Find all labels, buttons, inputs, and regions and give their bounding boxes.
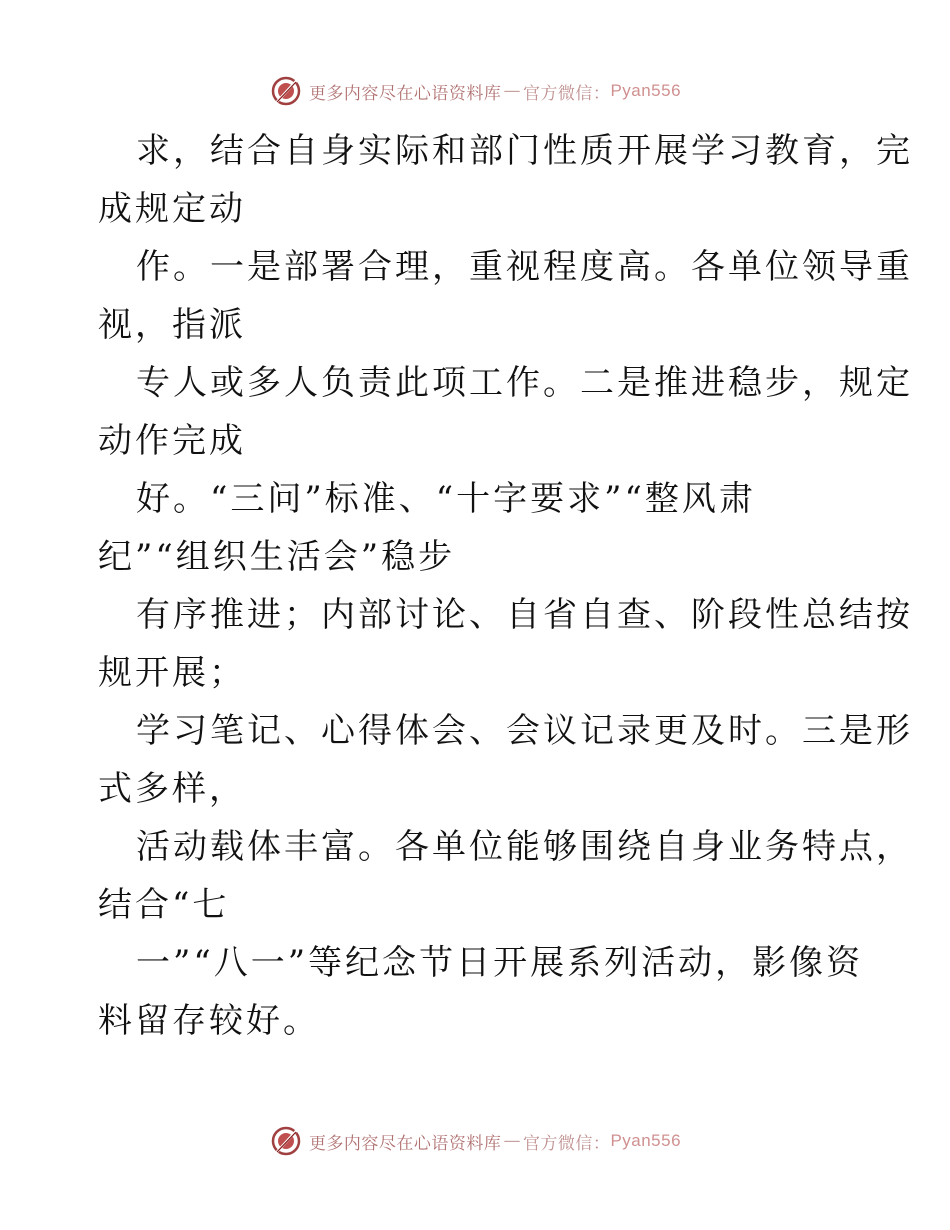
footer-watermark <box>0 1124 950 1158</box>
paragraph-line: 视，指派 <box>98 305 246 345</box>
document-body <box>98 122 913 1050</box>
watermark-wechat-label: 官方微信： <box>522 83 611 104</box>
watermark-text: 更多内容尽在心语资料库 <box>308 1133 502 1154</box>
paragraph-line: 活动载体丰富。各单位能够围绕自身业务特点， <box>136 827 913 867</box>
watermark-wechat-label: 官方微信： <box>522 1133 611 1154</box>
paragraph-line: 好。“三问”标准、“十字要求”“整风肃 <box>136 479 756 519</box>
paragraph-8 <box>98 934 864 1050</box>
paragraph-line: 动作完成 <box>98 421 246 461</box>
watermark-dash: — <box>503 81 521 101</box>
paragraph-line: 一”“八一”等纪念节日开展系列活动，影像资 <box>136 943 864 983</box>
paragraph-line: 纪”“组织生活会”稳步 <box>98 537 456 577</box>
paragraph-line: 结合“七 <box>98 885 230 925</box>
paragraph-line: 成规定动 <box>98 189 246 229</box>
quill-seal-icon <box>269 74 303 108</box>
paragraph-line: 作。一是部署合理，重视程度高。各单位领导重 <box>136 247 913 287</box>
watermark-dash: — <box>503 1131 521 1151</box>
paragraph-line: 学习笔记、心得体会、会议记录更及时。三是形 <box>136 711 913 751</box>
paragraph-6 <box>98 702 913 818</box>
watermark-wechat-id: Pyan556 <box>610 81 682 100</box>
paragraph-line: 求，结合自身实际和部门性质开展学习教育，完 <box>136 131 913 171</box>
watermark-text: 更多内容尽在心语资料库 <box>308 83 502 104</box>
header-watermark <box>0 74 950 108</box>
paragraph-5 <box>98 586 913 702</box>
paragraph-line: 规开展； <box>98 653 246 693</box>
paragraph-2 <box>98 238 913 354</box>
quill-seal-icon <box>269 1124 303 1158</box>
paragraph-line: 有序推进；内部讨论、自省自查、阶段性总结按 <box>136 595 913 635</box>
paragraph-line: 料留存较好。 <box>98 1001 320 1041</box>
paragraph-1 <box>98 122 913 238</box>
paragraph-4 <box>98 470 858 586</box>
paragraph-line: 专人或多人负责此项工作。二是推进稳步，规定 <box>136 363 913 403</box>
paragraph-3 <box>98 354 913 470</box>
watermark-wechat-id: Pyan556 <box>610 1131 682 1150</box>
paragraph-line: 式多样， <box>98 769 246 809</box>
paragraph-7 <box>98 818 913 934</box>
